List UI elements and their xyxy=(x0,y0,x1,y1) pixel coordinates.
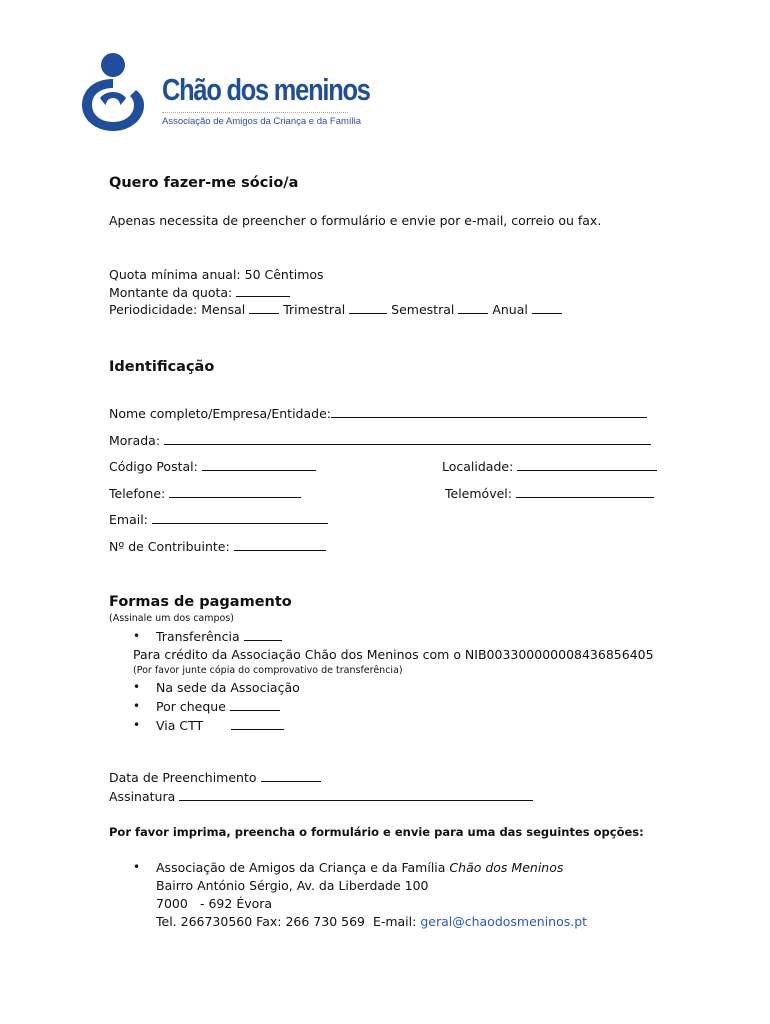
contact-org xyxy=(156,860,563,875)
taxpayer-label: Nº de Contribuinte: xyxy=(109,539,230,554)
payment-ctt-field[interactable] xyxy=(231,718,284,730)
quota-amount-label: Montante da quota: xyxy=(109,285,233,300)
name-label: Nome completo/Empresa/Entidade: xyxy=(109,406,331,421)
name-row xyxy=(109,406,647,421)
periodicity-option-mensal: Mensal xyxy=(201,302,246,317)
email-row xyxy=(109,512,328,527)
periodicity-option-anual: Anual xyxy=(492,302,528,317)
periodicity-trimestral-field[interactable] xyxy=(349,302,387,314)
locality-field[interactable] xyxy=(517,459,657,471)
contact-phone-fax: Tel. 266730560 Fax: 266 730 569 xyxy=(156,914,365,929)
date-label: Data de Preenchimento xyxy=(109,770,257,785)
identification-title: Identificação xyxy=(109,359,215,375)
phone-field[interactable] xyxy=(169,486,301,498)
logo xyxy=(80,52,152,136)
contact-phone-row xyxy=(156,914,587,929)
address-row xyxy=(109,433,651,448)
bullet-icon: • xyxy=(133,860,141,874)
locality-label: Localidade: xyxy=(442,459,514,474)
payment-hint: (Assinale um dos campos) xyxy=(109,613,234,624)
postal-field[interactable] xyxy=(202,459,316,471)
payment-ctt-field-wrap xyxy=(231,718,284,733)
payment-cheque-row xyxy=(156,699,280,714)
address-label: Morada: xyxy=(109,433,161,448)
address-field[interactable] xyxy=(164,433,651,445)
intro-text: Apenas necessita de preencher o formulário e envie por e-mail, correio ou fax. xyxy=(109,213,602,228)
page-title: Quero fazer-me sócio/a xyxy=(109,175,299,191)
date-row xyxy=(109,770,321,785)
contact-email-label: E-mail: xyxy=(372,914,417,929)
payment-option-ctt: Via CTT xyxy=(156,718,204,733)
taxpayer-row xyxy=(109,539,326,554)
periodicity-mensal-field[interactable] xyxy=(249,302,279,314)
bullet-icon: • xyxy=(133,629,141,643)
logo-mark-icon xyxy=(80,52,152,132)
contact-city: - 692 Évora xyxy=(200,896,273,911)
bullet-icon: • xyxy=(133,680,141,694)
postal-label: Código Postal: xyxy=(109,459,198,474)
periodicity-option-trimestral: Trimestral xyxy=(283,302,346,317)
email-label: Email: xyxy=(109,512,148,527)
payment-transfer-note: (Por favor junte cópia do comprovativo de transferência) xyxy=(133,665,403,676)
quota-amount-row xyxy=(109,285,290,300)
contact-instruction: Por favor imprima, preencha o formulário e envie para uma das seguintes opções: xyxy=(109,825,644,839)
contact-org-name: Chão dos Meninos xyxy=(449,860,564,875)
payment-title: Formas de pagamento xyxy=(109,594,292,610)
postal-row xyxy=(109,459,316,474)
taxpayer-field[interactable] xyxy=(234,539,326,551)
mobile-row xyxy=(445,486,654,501)
contact-email-link[interactable]: geral@chaodosmeninos.pt xyxy=(420,914,588,929)
payment-transfer-detail: Para crédito da Associação Chão dos Meninos com o NIB003300000008436856405 xyxy=(133,647,654,662)
locality-row xyxy=(442,459,657,474)
periodicity-semestral-field[interactable] xyxy=(458,302,488,314)
payment-option-sede: Na sede da Associação xyxy=(156,680,300,695)
payment-option-cheque: Por cheque xyxy=(156,699,226,714)
periodicity-label: Periodicidade: xyxy=(109,302,198,317)
bullet-icon: • xyxy=(133,699,141,713)
payment-transfer-row xyxy=(156,629,282,644)
logo-title: Chão dos meninos xyxy=(162,72,370,107)
quota-min-line: Quota mínima anual: 50 Cêntimos xyxy=(109,267,324,282)
phone-row xyxy=(109,486,301,501)
contact-street: Bairro António Sérgio, Av. da Liberdade 100 xyxy=(156,878,429,893)
signature-label: Assinatura xyxy=(109,789,176,804)
payment-transfer-label: Transferência xyxy=(156,629,240,644)
bullet-icon: • xyxy=(133,718,141,732)
date-field[interactable] xyxy=(261,770,321,782)
mobile-field[interactable] xyxy=(516,486,654,498)
contact-org-prefix: Associação de Amigos da Criança e da Família xyxy=(156,860,446,875)
name-field[interactable] xyxy=(331,406,647,418)
logo-divider xyxy=(162,112,348,113)
signature-field[interactable] xyxy=(179,789,533,801)
phone-label: Telefone: xyxy=(109,486,166,501)
periodicity-row xyxy=(109,302,562,317)
quota-amount-field[interactable] xyxy=(236,285,290,297)
payment-cheque-field[interactable] xyxy=(230,699,280,711)
payment-transfer-field[interactable] xyxy=(244,629,282,641)
contact-postal-code: 7000 xyxy=(156,896,188,911)
signature-row xyxy=(109,789,533,804)
periodicity-anual-field[interactable] xyxy=(532,302,562,314)
email-field[interactable] xyxy=(152,512,328,524)
logo-subtitle: Associação de Amigos da Criança e da Família xyxy=(162,116,362,127)
periodicity-option-semestral: Semestral xyxy=(391,302,455,317)
mobile-label: Telemóvel: xyxy=(445,486,512,501)
